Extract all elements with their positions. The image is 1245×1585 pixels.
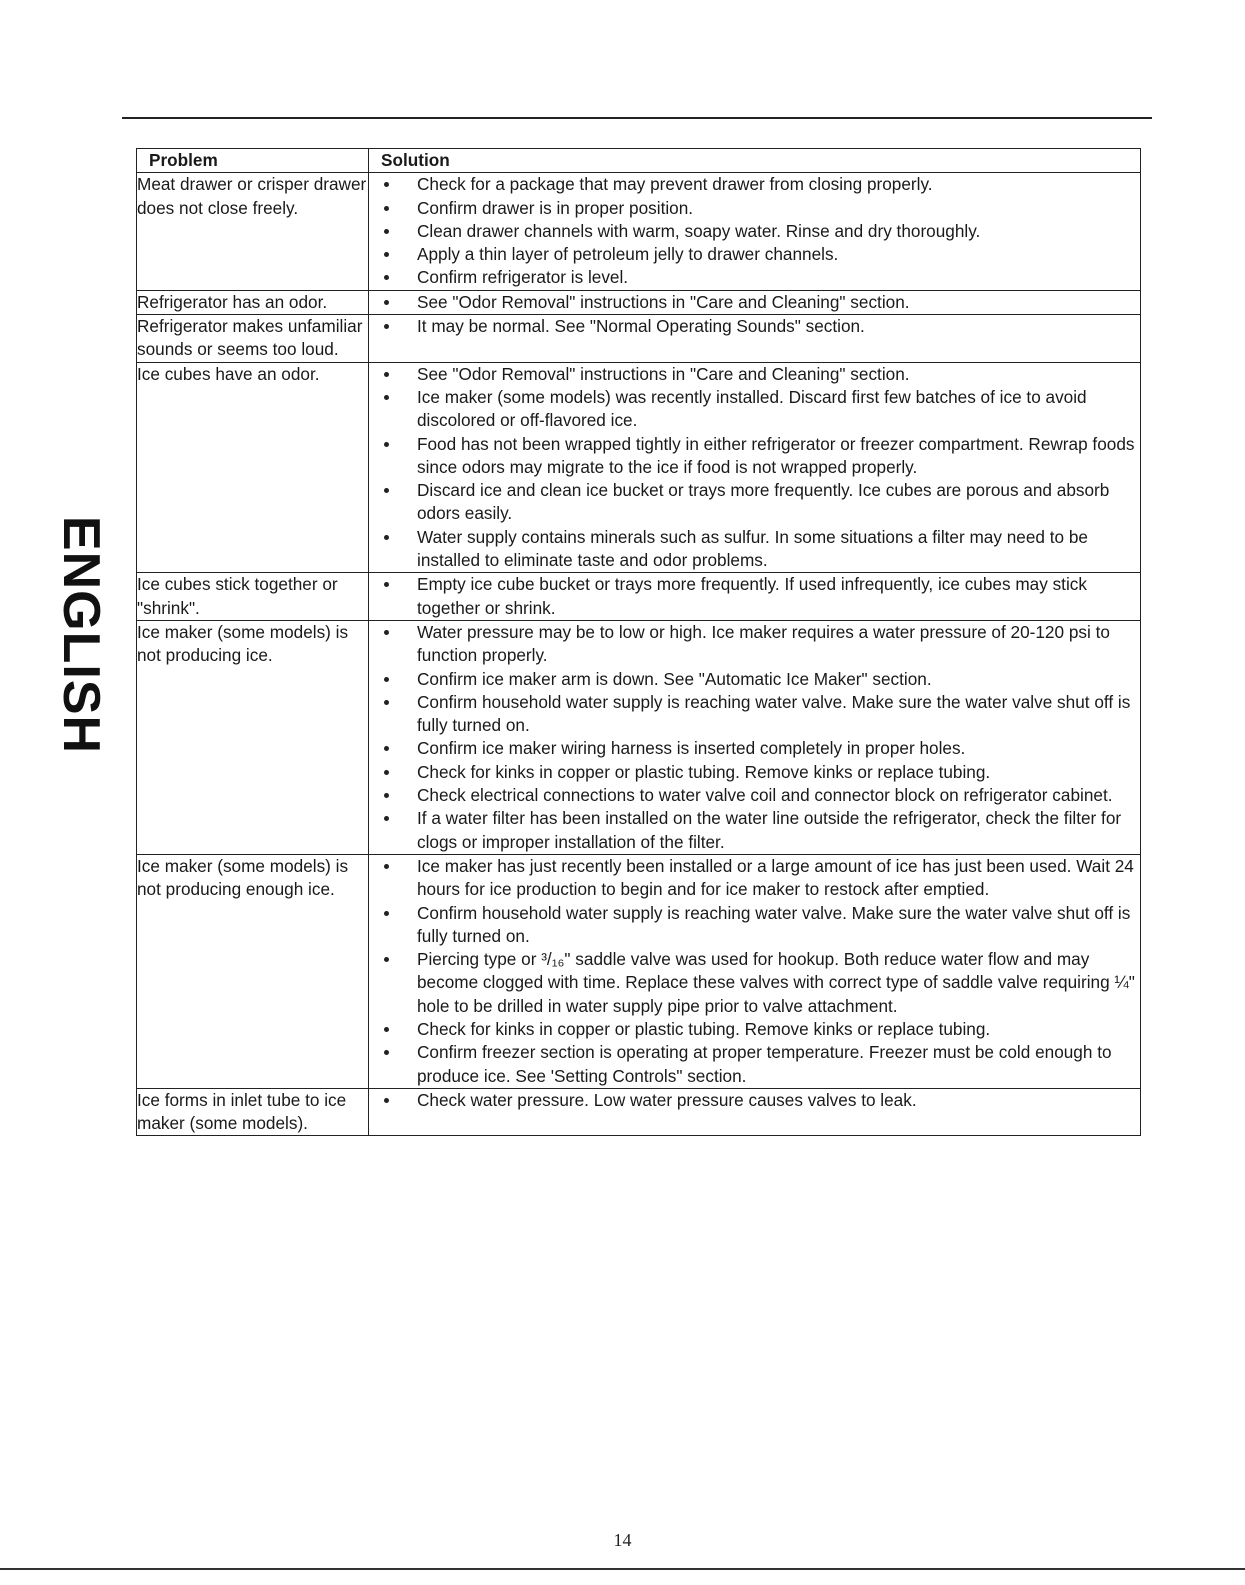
solution-item [369, 479, 1140, 526]
solution-list [369, 855, 1140, 1088]
solution-cell [369, 315, 1141, 363]
solution-item [369, 1041, 1140, 1088]
bullet-icon [384, 864, 389, 869]
solution-text: Confirm drawer is in proper position. [417, 197, 694, 218]
page-number: 14 [613, 1530, 632, 1550]
bullet-icon [384, 229, 389, 234]
solution-item [369, 526, 1140, 573]
solution-item [369, 197, 1140, 220]
solution-item [369, 668, 1140, 691]
solution-item [369, 737, 1140, 760]
language-side-tab [52, 515, 110, 755]
solution-item [369, 266, 1140, 289]
bullet-icon [384, 582, 389, 587]
bullet-icon [384, 488, 389, 493]
bullet-icon [384, 395, 389, 400]
bullet-icon [384, 911, 389, 916]
bullet-icon [384, 1098, 389, 1103]
solution-text: Confirm household water supply is reaching water valve. Make sure the water valve shut off is fully turned on. [417, 902, 1131, 946]
solution-item [369, 948, 1140, 1018]
bullet-icon [384, 630, 389, 635]
solution-text: It may be normal. See "Normal Operating Sounds" section. [417, 316, 865, 337]
solution-cell [369, 290, 1141, 314]
bottom-rule [0, 1568, 1245, 1570]
bullet-icon [384, 816, 389, 821]
problem-cell: Refrigerator has an odor. [137, 290, 369, 314]
solution-cell [369, 573, 1141, 621]
bullet-icon [384, 206, 389, 211]
bullet-icon [384, 300, 389, 305]
solution-item [369, 761, 1140, 784]
table-row [137, 315, 1141, 363]
solution-text: Discard ice and clean ice bucket or trays more frequently. Ice cubes are porous and absorb odors easily. [417, 480, 1110, 524]
solution-list [369, 315, 1140, 338]
solution-item [369, 784, 1140, 807]
solution-item [369, 315, 1140, 338]
bullet-icon [384, 746, 389, 751]
bullet-icon [384, 957, 389, 962]
bullet-icon [384, 275, 389, 280]
solution-text: Apply a thin layer of petroleum jelly to drawer channels. [417, 244, 839, 265]
table-row [137, 620, 1141, 854]
solution-cell [369, 1088, 1141, 1136]
troubleshooting-table [136, 148, 1141, 1136]
solution-item [369, 220, 1140, 243]
bullet-icon [384, 182, 389, 187]
solution-list [369, 621, 1140, 854]
problem-cell: Ice maker (some models) is not producing enough ice. [137, 854, 369, 1088]
solution-text: Check electrical connections to water valve coil and connector block on refrigerator cabinet. [417, 785, 1113, 806]
solution-text: Confirm refrigerator is level. [417, 267, 629, 288]
problem-cell: Ice cubes stick together or "shrink". [137, 573, 369, 621]
solution-text: Confirm ice maker arm is down. See "Automatic Ice Maker" section. [417, 668, 932, 689]
bullet-icon [384, 1050, 389, 1055]
solution-list [369, 1089, 1140, 1112]
solution-text: See "Odor Removal" instructions in "Care and Cleaning" section. [417, 363, 910, 384]
solution-list [369, 291, 1140, 314]
bullet-icon [384, 700, 389, 705]
solution-text: Piercing type or ³/₁₆" saddle valve was used for hookup. Both reduce water flow and may become clogged with time. Replace these valves with correct type of saddle valve requiring ¼" hole to be drilled in water supply pipe prior to valve attachment. [417, 949, 1135, 1016]
solution-text: Check for kinks in copper or plastic tubing. Remove kinks or replace tubing. [417, 1018, 991, 1039]
table-row [137, 1088, 1141, 1136]
solution-item [369, 855, 1140, 902]
problem-cell: Ice forms in inlet tube to ice maker (some models). [137, 1088, 369, 1136]
table-body [137, 173, 1141, 1136]
table-row [137, 854, 1141, 1088]
solution-text: See "Odor Removal" instructions in "Care and Cleaning" section. [417, 291, 910, 312]
bullet-icon [384, 1027, 389, 1032]
solution-item [369, 386, 1140, 433]
solution-text: Empty ice cube bucket or trays more frequently. If used infrequently, ice cubes may stick together or shrink. [417, 574, 1087, 618]
bullet-icon [384, 535, 389, 540]
solution-text: Water pressure may be to low or high. Ice maker requires a water pressure of 20-120 psi to function properly. [417, 621, 1110, 666]
solution-text: Water supply contains minerals such as sulfur. In some situations a filter may need to be installed to eliminate taste and odor problems. [417, 526, 1088, 571]
solution-item [369, 243, 1140, 266]
problem-cell: Meat drawer or crisper drawer does not close freely. [137, 173, 369, 290]
bullet-icon [384, 252, 389, 257]
solution-text: Check for a package that may prevent drawer from closing properly. [417, 174, 933, 195]
solution-text: Food has not been wrapped tightly in either refrigerator or freezer compartment. Rewrap foods since odors may migrate to the ice if food is not wrapped properly. [417, 433, 1135, 477]
bullet-icon [384, 442, 389, 447]
solution-column-header: Solution [369, 149, 1141, 173]
bullet-icon [384, 793, 389, 798]
solution-text: Confirm ice maker wiring harness is inserted completely in proper holes. [417, 738, 966, 759]
solution-item [369, 691, 1140, 738]
solution-cell [369, 620, 1141, 854]
bullet-icon [384, 324, 389, 329]
table-header-row [137, 149, 1141, 173]
solution-item [369, 573, 1140, 620]
bullet-icon [384, 372, 389, 377]
solution-item [369, 902, 1140, 949]
solution-list [369, 363, 1140, 573]
solution-text: If a water filter has been installed on the water line outside the refrigerator, check the filter for clogs or improper installation of the filter. [417, 808, 1122, 852]
solution-item [369, 807, 1140, 854]
solution-cell [369, 173, 1141, 290]
table-row [137, 173, 1141, 290]
bullet-icon [384, 677, 389, 682]
solution-text: Ice maker has just recently been installed or a large amount of ice has just been used. Wait 24 hours for ice production to begin and for ice maker to restock after emptied. [417, 855, 1134, 900]
solution-item [369, 173, 1140, 196]
solution-text: Confirm household water supply is reaching water valve. Make sure the water valve shut off is fully turned on. [417, 691, 1131, 736]
solution-list [369, 173, 1140, 289]
solution-text: Ice maker (some models) was recently installed. Discard first few batches of ice to avoid discolored or off-flavored ice. [417, 386, 1087, 431]
solution-item [369, 1018, 1140, 1041]
language-side-tab-label: ENGLISH [52, 515, 110, 755]
top-rule [122, 117, 1152, 119]
table-row [137, 362, 1141, 573]
solution-item [369, 291, 1140, 314]
problem-column-header: Problem [137, 149, 369, 173]
solution-text: Clean drawer channels with warm, soapy water. Rinse and dry thoroughly. [417, 220, 981, 241]
table-row [137, 290, 1141, 314]
problem-cell: Ice maker (some models) is not producing ice. [137, 620, 369, 854]
solution-cell [369, 854, 1141, 1088]
solution-item [369, 363, 1140, 386]
solution-text: Check water pressure. Low water pressure causes valves to leak. [417, 1089, 917, 1110]
problem-cell: Ice cubes have an odor. [137, 362, 369, 573]
solution-cell [369, 362, 1141, 573]
table-row [137, 573, 1141, 621]
bullet-icon [384, 770, 389, 775]
solution-text: Confirm freezer section is operating at proper temperature. Freezer must be cold enough to produce ice. See 'Setting Controls" section. [417, 1042, 1112, 1086]
solution-item [369, 1089, 1140, 1112]
solution-list [369, 573, 1140, 620]
solution-item [369, 433, 1140, 480]
solution-item [369, 621, 1140, 668]
problem-cell: Refrigerator makes unfamiliar sounds or seems too loud. [137, 315, 369, 363]
solution-text: Check for kinks in copper or plastic tubing. Remove kinks or replace tubing. [417, 761, 991, 782]
